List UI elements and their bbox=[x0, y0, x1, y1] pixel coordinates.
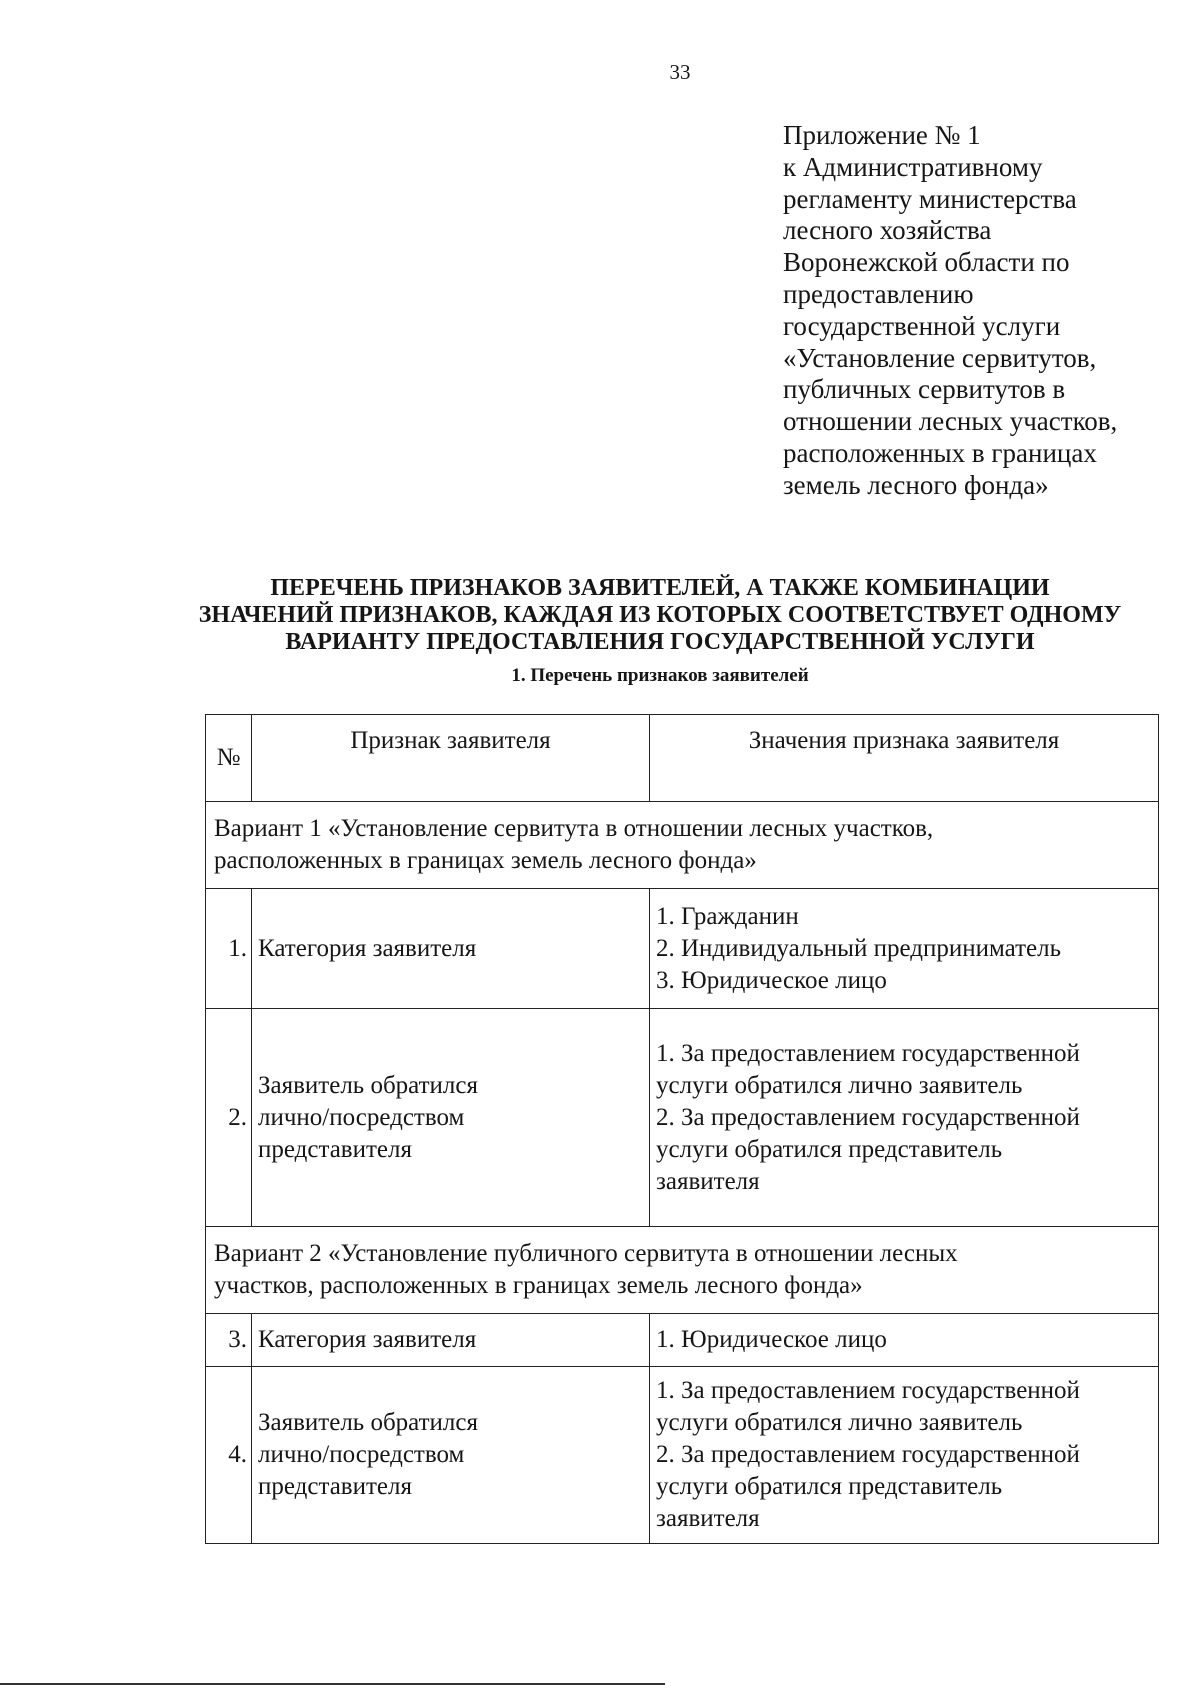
row-num: 3. bbox=[206, 1314, 252, 1367]
row-values bbox=[650, 1009, 1159, 1227]
appendix-line: «Установление сервитутов, bbox=[783, 342, 1097, 373]
value-line: 1. Юридическое лицо bbox=[656, 1326, 887, 1353]
appendix-line: расположенных в границах bbox=[783, 437, 1097, 468]
appendix-line: земель лесного фонда» bbox=[783, 469, 1049, 500]
sign-line: лично/посредством bbox=[258, 1441, 465, 1468]
variant-row bbox=[206, 1227, 1159, 1314]
sign-line: Заявитель обратился bbox=[258, 1071, 478, 1099]
appendix-line: отношении лесных участков, bbox=[783, 406, 1118, 437]
row-values bbox=[650, 1367, 1159, 1544]
appendix-line: к Административному bbox=[783, 151, 1043, 182]
variant-line: Вариант 1 «Установление сервитута в отношении лесных участков, bbox=[214, 815, 934, 842]
value-line: услуги обратился лично заявитель bbox=[656, 1409, 1023, 1436]
value-line: 3. Юридическое лицо bbox=[656, 966, 887, 994]
table-header-row bbox=[206, 715, 1159, 802]
table-row bbox=[206, 1367, 1159, 1544]
header-values: Значения признака заявителя bbox=[650, 715, 1159, 802]
header-sign: Признак заявителя bbox=[252, 715, 650, 802]
appendix-line: регламенту министерства bbox=[783, 183, 1077, 214]
table-row bbox=[206, 1314, 1159, 1367]
row-num: 2. bbox=[206, 1009, 252, 1227]
value-line: 2. Индивидуальный предприниматель bbox=[656, 934, 1061, 962]
value-line: 1. За предоставлением государственной bbox=[656, 1039, 1080, 1067]
row-sign: Категория заявителя bbox=[252, 889, 650, 1009]
variant-line: расположенных в границах земель лесного фонда» bbox=[214, 847, 757, 874]
value-line: услуги обратился представитель bbox=[656, 1135, 1003, 1163]
title-line: ВАРИАНТУ ПРЕДОСТАВЛЕНИЯ ГОСУДАРСТВЕННОЙ УСЛУГИ bbox=[285, 629, 1035, 655]
appendix-line: публичных сервитутов в bbox=[783, 374, 1066, 405]
value-line: заявителя bbox=[656, 1167, 760, 1195]
appendix-line: Приложение № 1 bbox=[783, 120, 981, 150]
row-values bbox=[650, 889, 1159, 1009]
title-line: ПЕРЕЧЕНЬ ПРИЗНАКОВ ЗАЯВИТЕЛЕЙ, А ТАКЖЕ КОМБИНАЦИИ bbox=[270, 575, 1050, 601]
variant-line: Вариант 2 «Установление публичного сервитута в отношении лесных bbox=[214, 1240, 958, 1267]
appendix-line: лесного хозяйства bbox=[783, 215, 992, 246]
variant-2-cell bbox=[206, 1227, 1159, 1314]
value-line: 1. Гражданин bbox=[656, 902, 799, 930]
row-values bbox=[650, 1314, 1159, 1367]
row-num: 4. bbox=[206, 1367, 252, 1544]
sign-line: представителя bbox=[258, 1135, 412, 1163]
bottom-rule bbox=[0, 1683, 665, 1685]
value-line: услуги обратился лично заявитель bbox=[656, 1071, 1023, 1099]
document-title bbox=[160, 575, 1160, 656]
row-sign bbox=[252, 1367, 650, 1544]
variant-1-cell bbox=[206, 802, 1159, 889]
value-line: 1. За предоставлением государственной bbox=[656, 1377, 1080, 1404]
sign-line: Заявитель обратился bbox=[258, 1409, 478, 1436]
page-number: 33 bbox=[669, 60, 691, 84]
row-sign bbox=[252, 1009, 650, 1227]
row-num: 1. bbox=[206, 889, 252, 1009]
value-line: 2. За предоставлением государственной bbox=[656, 1441, 1080, 1468]
table-row bbox=[206, 1009, 1159, 1227]
title-line: ЗНАЧЕНИЙ ПРИЗНАКОВ, КАЖДАЯ ИЗ КОТОРЫХ СООТВЕТСТВУЕТ ОДНОМУ bbox=[198, 602, 1122, 628]
header-num: № bbox=[206, 715, 252, 802]
row-sign: Категория заявителя bbox=[252, 1314, 650, 1367]
variant-row bbox=[206, 802, 1159, 889]
value-line: 2. За предоставлением государственной bbox=[656, 1103, 1080, 1131]
table-row bbox=[206, 889, 1159, 1009]
sign-line: представителя bbox=[258, 1473, 412, 1500]
sign-line: лично/посредством bbox=[258, 1103, 465, 1131]
appendix-line: государственной услуги bbox=[783, 310, 1061, 341]
variant-line: участков, расположенных в границах земель лесного фонда» bbox=[214, 1272, 863, 1299]
applicant-signs-table bbox=[205, 714, 1159, 1544]
value-line: заявителя bbox=[656, 1505, 760, 1532]
value-line: услуги обратился представитель bbox=[656, 1473, 1003, 1500]
appendix-line: предоставлению bbox=[783, 278, 974, 309]
appendix-block bbox=[783, 120, 1183, 502]
section-subtitle: 1. Перечень признаков заявителей bbox=[511, 665, 809, 686]
appendix-line: Воронежской области по bbox=[783, 247, 1070, 278]
